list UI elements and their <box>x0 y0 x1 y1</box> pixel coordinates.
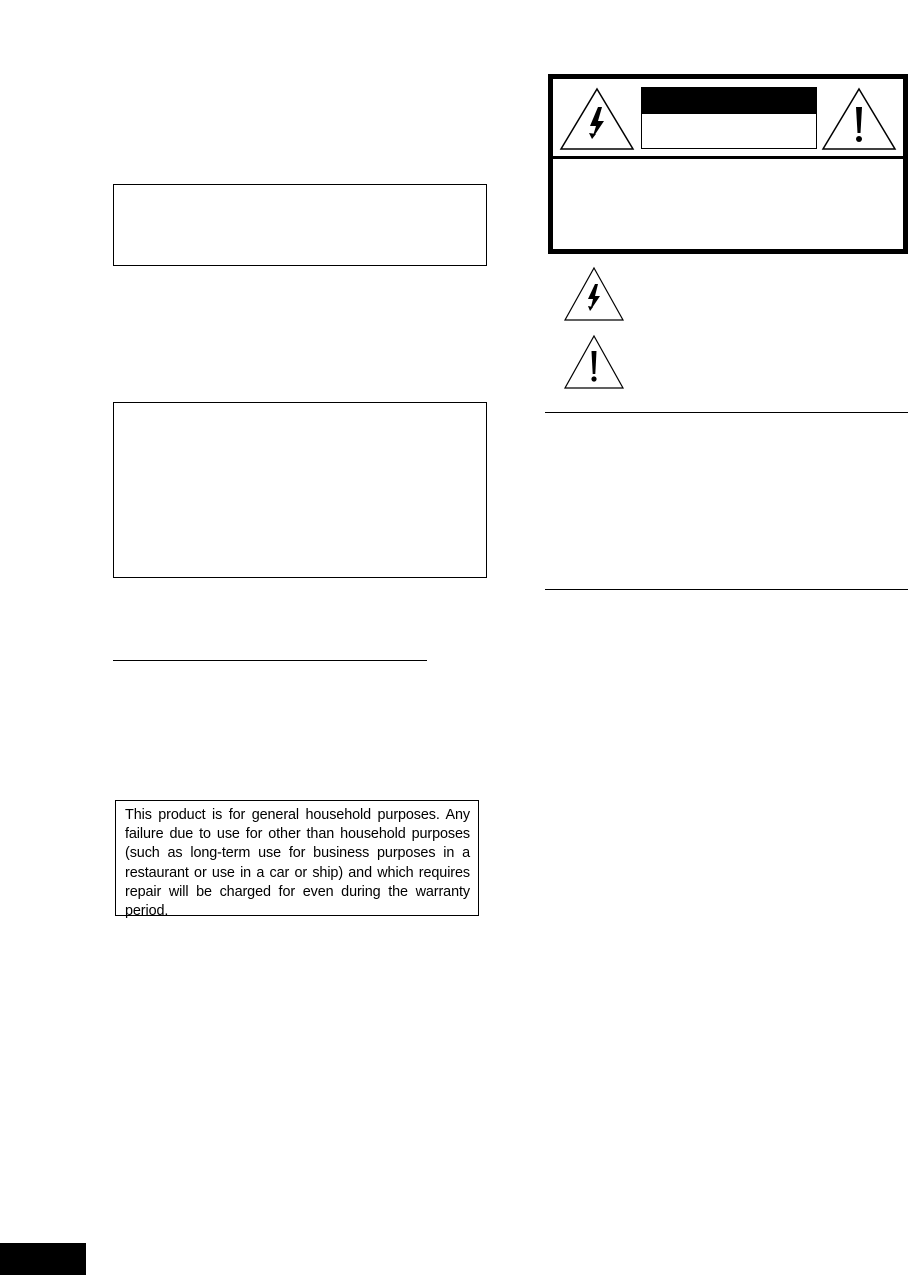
exclamation-warning-icon <box>821 87 897 151</box>
exclamation-symbol-icon <box>563 334 625 390</box>
caution-label-header-row <box>553 79 903 159</box>
lightning-bolt-symbol-icon <box>563 266 625 322</box>
right-divider-bottom <box>545 589 908 590</box>
lightning-bolt-warning-icon <box>559 87 635 151</box>
caution-label <box>548 74 908 254</box>
caution-header-panel <box>641 87 817 149</box>
notice-box-top <box>113 184 487 266</box>
household-purposes-text: This product is for general household purposes. Any failure due to use for other than household purposes (such as long-term use for business purposes in a restaurant or use in a car or ship) and which requires repair will be charged for even during the warranty period. <box>125 807 470 920</box>
section-underline <box>113 660 427 661</box>
caution-header-bar <box>642 88 816 114</box>
household-purposes-notice <box>115 800 479 920</box>
page-number-tab <box>0 1243 86 1275</box>
notice-box-middle <box>113 402 487 578</box>
right-divider-top <box>545 412 908 413</box>
